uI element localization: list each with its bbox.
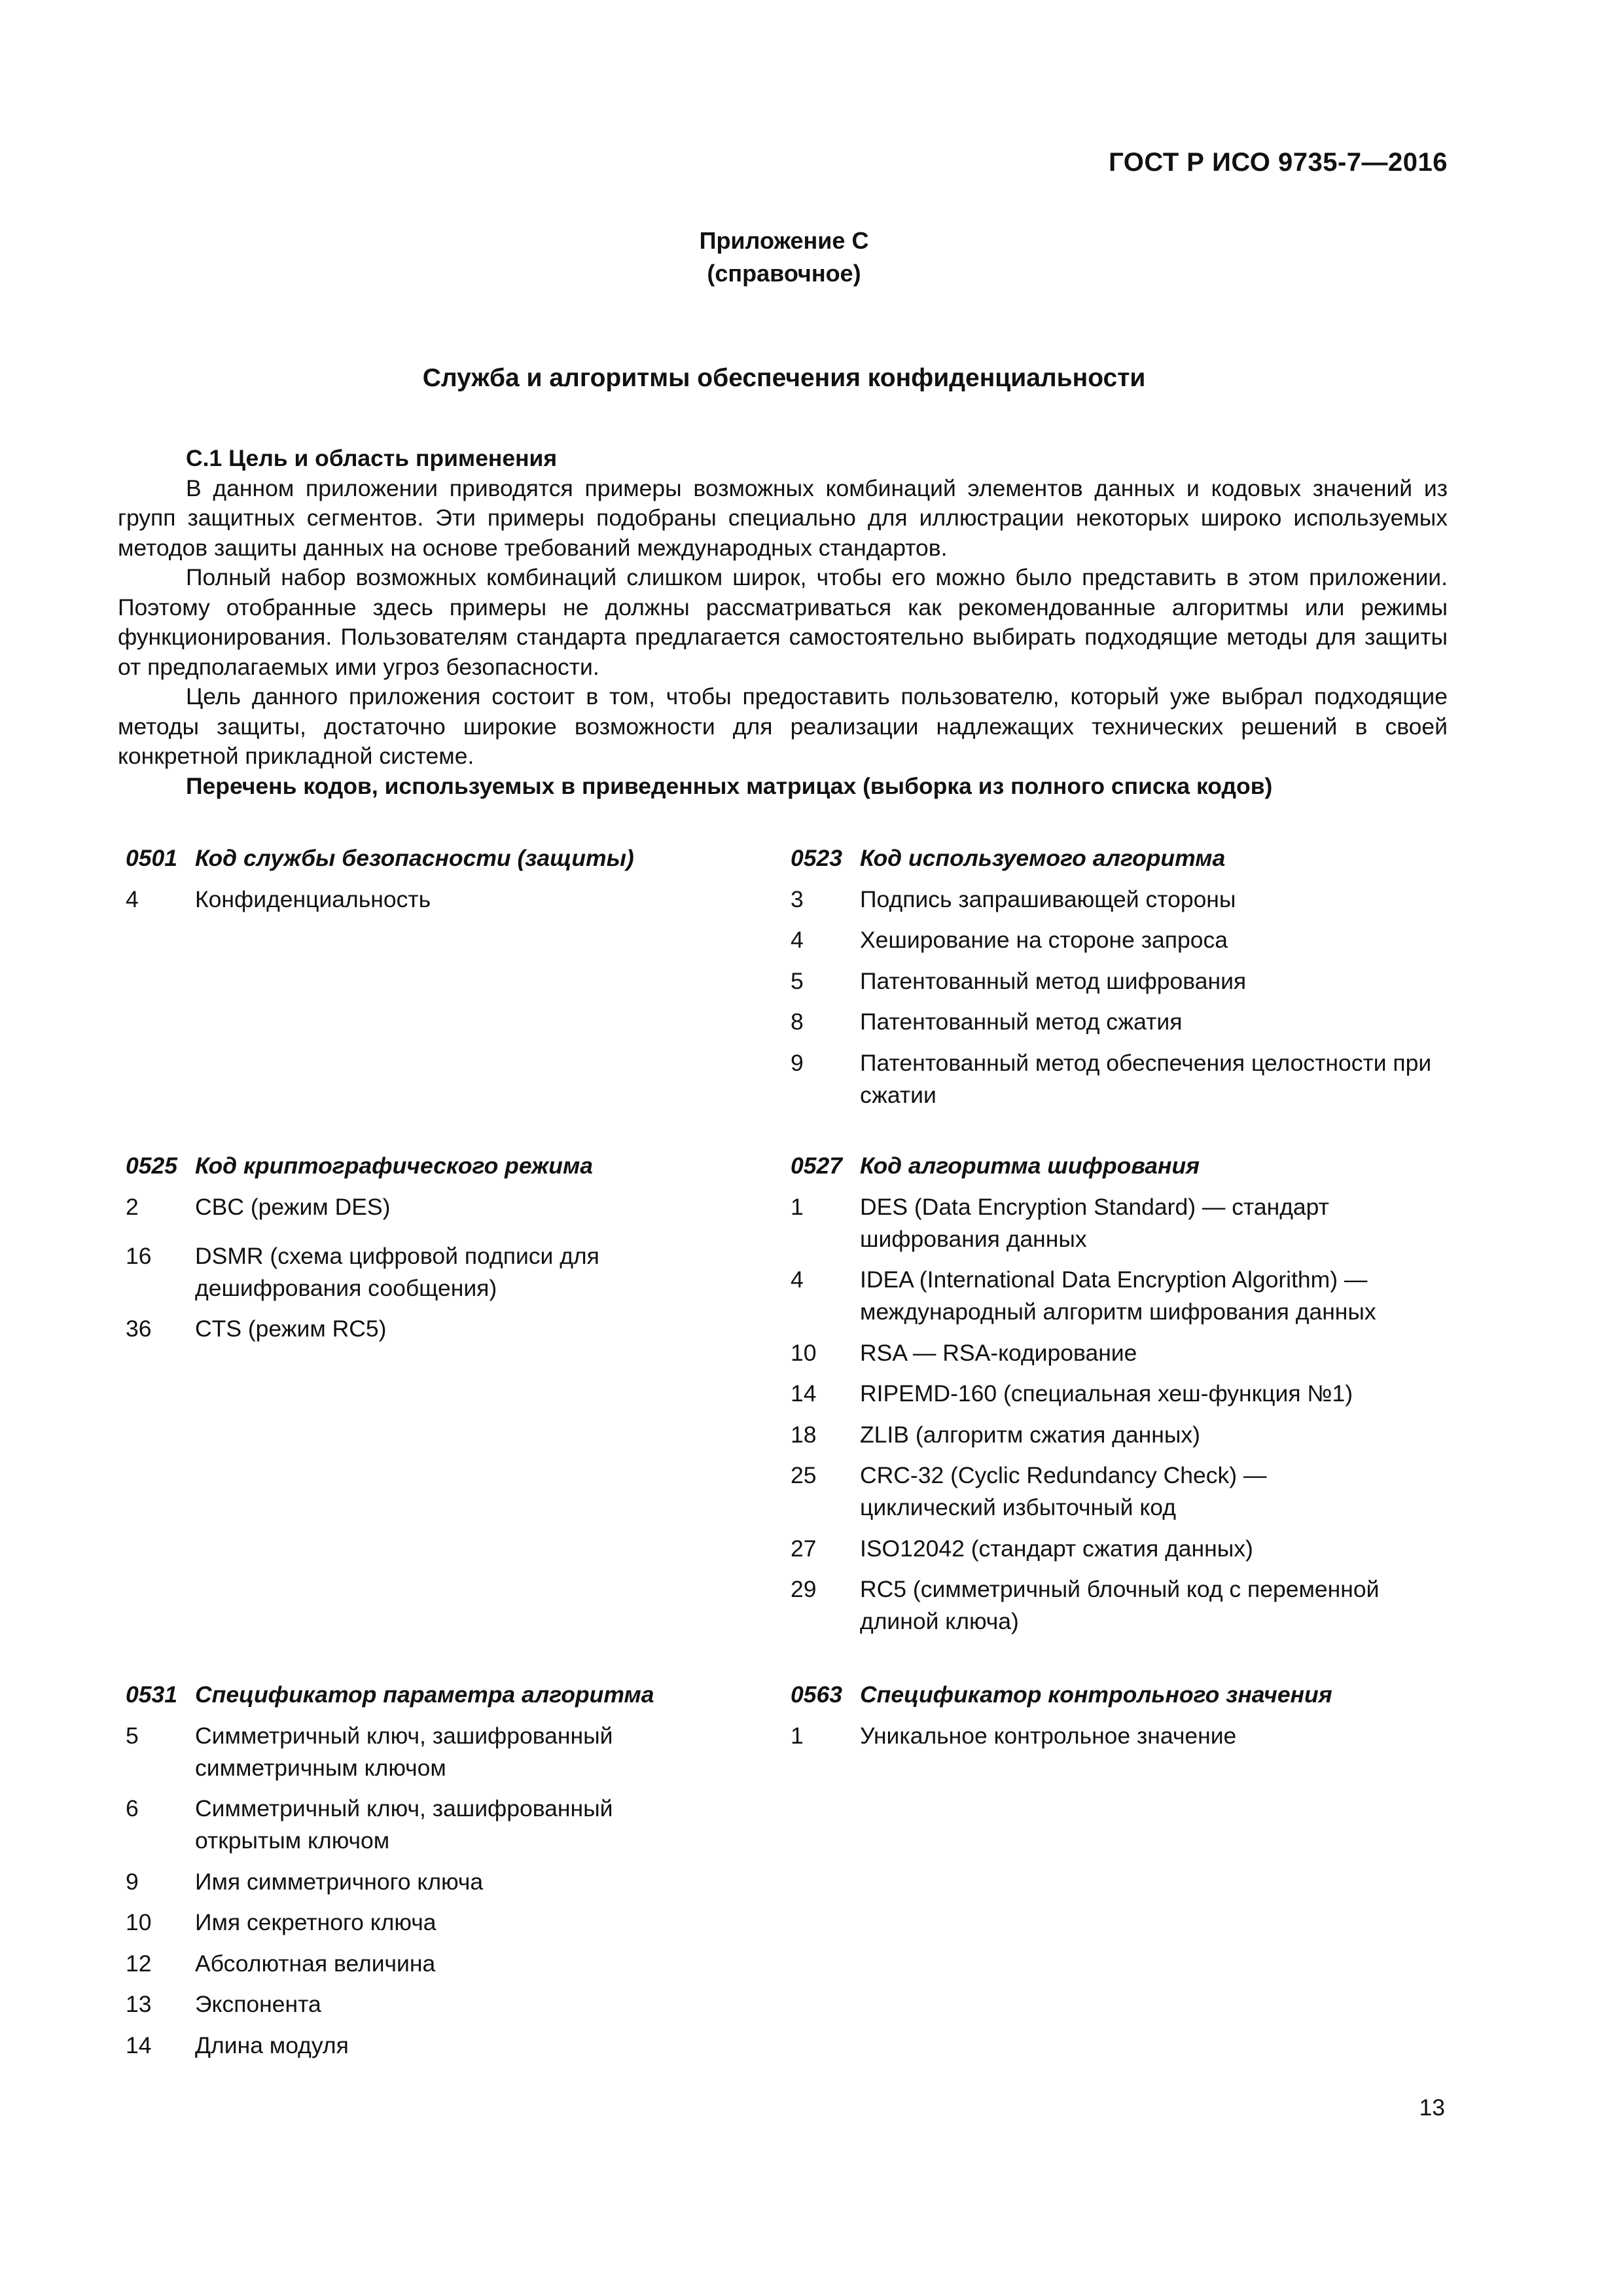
code-list-title: Спецификатор контрольного значения — [860, 1681, 1332, 1708]
code-list-header — [783, 842, 1444, 874]
code-item — [118, 1866, 779, 1898]
code-item-num: 5 — [126, 1722, 139, 1749]
code-item — [118, 1793, 779, 1857]
code-item — [783, 924, 1444, 956]
code-item-num: 12 — [126, 1950, 152, 1977]
code-item-text: Конфиденциальность — [195, 886, 431, 912]
code-item-num: 18 — [791, 1421, 817, 1448]
code-list-title: Спецификатор параметра алгоритма — [195, 1681, 654, 1708]
code-item-text: Патентованный метод шифрования — [860, 967, 1247, 994]
code-list-code: 0523 — [791, 845, 842, 871]
code-item — [783, 1337, 1444, 1369]
codes-intro: Перечень кодов, используемых в приведенных матрицах (выборка из полного списка кодов) — [186, 772, 1273, 799]
code-item — [118, 1240, 779, 1304]
code-item-num: 4 — [791, 1266, 804, 1293]
code-item-num: 14 — [126, 2032, 152, 2058]
code-list-code: 0563 — [791, 1681, 842, 1708]
code-list-0501 — [118, 842, 779, 916]
code-item-num: 27 — [791, 1535, 817, 1562]
code-item-num: 36 — [126, 1316, 152, 1342]
code-item — [118, 1313, 779, 1345]
code-list-title: Код криптографического режима — [195, 1153, 593, 1179]
code-item-text: ZLIB (алгоритм сжатия данных) — [860, 1421, 1200, 1448]
code-item — [783, 1573, 1444, 1638]
section-heading: С.1 Цель и область применения — [186, 445, 558, 471]
code-item — [783, 1720, 1444, 1752]
code-item-text: Патентованный метод сжатия — [860, 1009, 1183, 1035]
code-item — [783, 965, 1444, 997]
code-item-num: 9 — [126, 1868, 139, 1895]
code-item-text: CBC (режим DES) — [195, 1193, 391, 1220]
code-item-num: 10 — [126, 1909, 152, 1935]
code-item-text: Длина модуля — [195, 2032, 349, 2058]
code-item-num: 2 — [126, 1193, 139, 1220]
code-item — [783, 1533, 1444, 1565]
code-list-header — [783, 1150, 1444, 1182]
code-item-text: Патентованный метод обеспечения целостности при сжатии — [860, 1049, 1432, 1108]
code-list-title: Код используемого алгоритма — [860, 845, 1226, 871]
code-list-header — [118, 1679, 779, 1711]
code-item-num: 16 — [126, 1242, 152, 1269]
code-item-num: 9 — [791, 1049, 804, 1076]
code-item — [783, 1006, 1444, 1038]
code-list-0523 — [783, 842, 1444, 1111]
code-item-num: 3 — [791, 886, 804, 912]
code-item — [783, 1264, 1444, 1328]
code-item-text: Уникальное контрольное значение — [860, 1722, 1237, 1749]
code-item-text: CTS (режим RC5) — [195, 1316, 387, 1342]
code-list-title: Код службы безопасности (защиты) — [195, 845, 634, 871]
code-list-code: 0501 — [126, 845, 177, 871]
code-item — [118, 1988, 779, 2020]
code-list-code: 0531 — [126, 1681, 177, 1708]
code-item-num: 14 — [791, 1380, 817, 1407]
code-item-text: Экспонента — [195, 1991, 321, 2017]
code-item-text: Симметричный ключ, зашифрованный симметричным ключом — [195, 1722, 613, 1781]
code-item-text: Абсолютная величина — [195, 1950, 436, 1977]
code-item-num: 6 — [126, 1795, 139, 1821]
code-item-text: RSA — RSA-кодирование — [860, 1339, 1137, 1366]
code-item-num: 1 — [791, 1722, 804, 1749]
appendix-title: Приложение С — [699, 227, 869, 254]
page-number: 13 — [1419, 2094, 1445, 2121]
code-item-text: CRC-32 (Cyclic Redundancy Check) — циклический избыточный код — [860, 1462, 1267, 1520]
code-item — [118, 884, 779, 916]
code-item-num: 4 — [126, 886, 139, 912]
code-item — [783, 1378, 1444, 1410]
code-list-header — [783, 1679, 1444, 1711]
code-list-0563 — [783, 1679, 1444, 1752]
code-item-text: RIPEMD-160 (специальная хеш-функция №1) — [860, 1380, 1353, 1407]
code-item-text: Хеширование на стороне запроса — [860, 927, 1228, 953]
code-list-0525 — [118, 1150, 779, 1345]
code-item-num: 13 — [126, 1991, 152, 2017]
code-item-num: 4 — [791, 927, 804, 953]
code-item-text: RC5 (симметричный блочный код с переменной длиной ключа) — [860, 1576, 1380, 1634]
section-body — [118, 444, 1448, 801]
code-item — [783, 1191, 1444, 1255]
code-item-num: 8 — [791, 1009, 804, 1035]
code-item-text: ISO12042 (стандарт сжатия данных) — [860, 1535, 1253, 1562]
code-item-text: DES (Data Encryption Standard) — стандарт шифрования данных — [860, 1193, 1329, 1252]
code-item-text: Подпись запрашивающей стороны — [860, 886, 1236, 912]
code-item-num: 5 — [791, 967, 804, 994]
code-item — [118, 2030, 779, 2062]
paragraph: В данном приложении приводятся примеры возможных комбинаций элементов данных и кодовых значений из групп защитных сегментов. Эти примеры подобраны специально для иллюстрации некоторых широко используемых методов защиты данных на основе требований международных стандартов. — [118, 475, 1448, 561]
code-item-num: 25 — [791, 1462, 817, 1488]
code-item-num: 1 — [791, 1193, 804, 1220]
paragraph: Цель данного приложения состоит в том, чтобы предоставить пользователю, который уже выбрал подходящие методы защиты, достаточно широкие возможности для реализации надлежащих технических решений в своей конкретной прикладной системе. — [118, 683, 1448, 769]
code-item — [783, 884, 1444, 916]
appendix-type: (справочное) — [707, 260, 861, 287]
code-item-text: IDEA (International Data Encryption Algorithm) — международный алгоритм шифрования данных — [860, 1266, 1376, 1325]
code-list-code: 0525 — [126, 1153, 177, 1179]
code-item — [118, 1720, 779, 1784]
code-item — [783, 1419, 1444, 1451]
code-item — [783, 1047, 1444, 1111]
code-item — [783, 1460, 1444, 1524]
code-list-header — [118, 842, 779, 874]
paragraph: Полный набор возможных комбинаций слишком широк, чтобы его можно было представить в этом приложении. Поэтому отобранные здесь примеры не должны рассматриваться как рекомендованные алгоритмы или режимы функционирования. Пользователям стандарта предлагается самостоятельно выбирать подходящие методы для защиты от предполагаемых ими угроз безопасности. — [118, 564, 1448, 680]
code-item — [118, 1948, 779, 1980]
code-list-0531 — [118, 1679, 779, 2062]
code-item-num: 10 — [791, 1339, 817, 1366]
code-item — [118, 1907, 779, 1939]
code-item — [118, 1191, 779, 1223]
code-list-0527 — [783, 1150, 1444, 1638]
code-item-text: DSMR (схема цифровой подписи для дешифрования сообщения) — [195, 1242, 599, 1301]
document-title: Служба и алгоритмы обеспечения конфиденциальности — [422, 364, 1146, 392]
code-item-text: Имя секретного ключа — [195, 1909, 437, 1935]
code-item-num: 29 — [791, 1576, 817, 1602]
code-list-header — [118, 1150, 779, 1182]
code-list-code: 0527 — [791, 1153, 842, 1179]
code-item-text: Имя симметричного ключа — [195, 1868, 484, 1895]
standard-code: ГОСТ Р ИСО 9735-7—2016 — [1109, 148, 1448, 177]
code-list-title: Код алгоритма шифрования — [860, 1153, 1200, 1179]
code-item-text: Симметричный ключ, зашифрованный открытым ключом — [195, 1795, 613, 1854]
